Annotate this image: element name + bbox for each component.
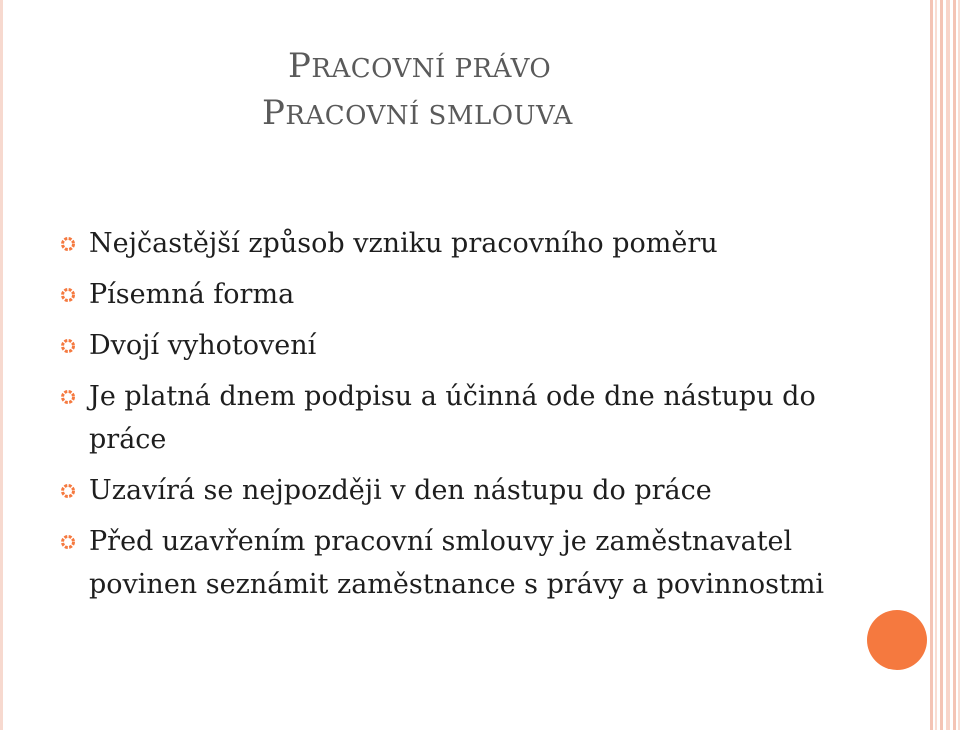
left-decorative-stripe (0, 0, 3, 730)
decorative-circle (867, 610, 927, 670)
bullet-item (60, 273, 840, 316)
bullet-text: Dvojí vyhotovení (89, 330, 317, 361)
gear-bullet-icon (60, 287, 76, 303)
bullet-item (60, 324, 840, 367)
title-line-1 (288, 44, 573, 91)
gear-bullet-icon (60, 534, 76, 550)
slide-title (262, 44, 573, 138)
bullet-text: Je platná dnem podpisu a účinná ode dne nástupu do práce (89, 381, 816, 455)
title-rest: RACOVNÍ SMLOUVA (285, 101, 573, 131)
stripe (946, 0, 950, 730)
bullet-item (60, 222, 840, 265)
gear-bullet-icon (60, 483, 76, 499)
gear-bullet-icon (60, 236, 76, 252)
bullet-item (60, 520, 840, 606)
bullet-item (60, 469, 840, 512)
right-decorative-stripes (930, 0, 960, 730)
stripe (953, 0, 956, 730)
gear-bullet-icon (60, 389, 76, 405)
bullet-text: Před uzavřením pracovní smlouvy je zaměstnavatel povinen seznámit zaměstnance s právy a povinnostmi (89, 526, 825, 600)
gear-bullet-icon (60, 338, 76, 354)
title-initial: P (288, 46, 312, 86)
title-rest: RACOVNÍ PRÁVO (311, 54, 552, 84)
bullet-text: Nejčastější způsob vzniku pracovního poměru (89, 228, 718, 259)
bullet-item (60, 375, 840, 461)
title-line-2 (262, 91, 573, 138)
stripe (940, 0, 943, 730)
stripe (935, 0, 937, 730)
bullet-list (60, 222, 840, 614)
bullet-text: Uzavírá se nejpozději v den nástupu do práce (89, 475, 712, 506)
stripe (930, 0, 933, 730)
bullet-text: Písemná forma (89, 279, 295, 310)
title-initial: P (262, 93, 286, 133)
